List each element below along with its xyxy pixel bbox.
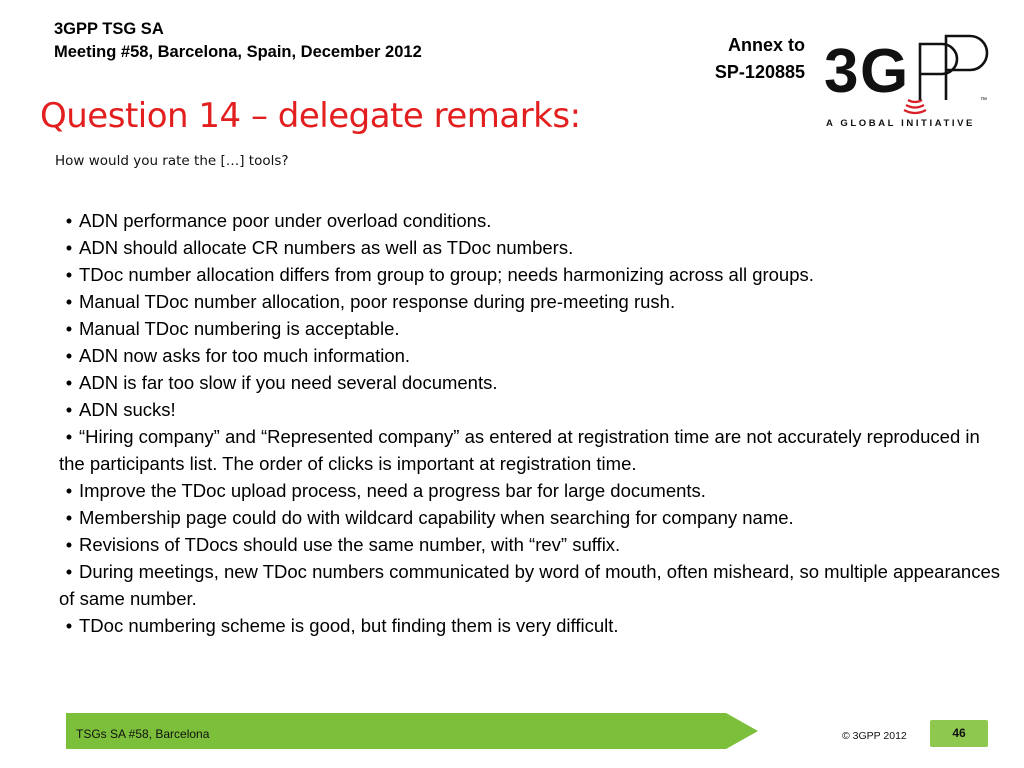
3gpp-logo-icon [822, 22, 1002, 132]
remarks-list [59, 207, 1007, 639]
list-item-text: TDoc numbering scheme is good, but finding them is very difficult. [79, 615, 619, 636]
meeting-group: 3GPP TSG SA [54, 20, 164, 38]
annex-reference [715, 32, 805, 86]
list-item-text: Membership page could do with wildcard capability when searching for company name. [79, 507, 794, 528]
list-item [59, 369, 1007, 396]
list-item [59, 342, 1007, 369]
trademark-mark: ™ [980, 97, 987, 104]
list-item [59, 288, 1007, 315]
svg-text:3: 3 [824, 37, 859, 106]
list-item [59, 612, 1007, 639]
slide-title: Question 14 – delegate remarks: [40, 96, 581, 136]
list-item-text: “Hiring company” and “Represented company” as entered at registration time are not accurately reproduced in the participants list. The order of clicks is important at registration time. [59, 426, 980, 474]
meeting-details: Meeting #58, Barcelona, Spain, December 2012 [54, 43, 422, 61]
copyright-notice: © 3GPP 2012 [842, 730, 907, 742]
list-item [59, 423, 1007, 477]
list-item-text: ADN performance poor under overload conditions. [79, 210, 492, 231]
page-number-badge: 46 [930, 720, 988, 747]
meeting-header [54, 18, 422, 64]
list-item [59, 396, 1007, 423]
footer-meeting-label: TSGs SA #58, Barcelona [76, 727, 210, 741]
list-item [59, 261, 1007, 288]
list-item-text: Manual TDoc number allocation, poor response during pre-meeting rush. [79, 291, 676, 312]
list-item [59, 477, 1007, 504]
document-number: SP-120885 [714, 62, 805, 82]
list-item-text: ADN is far too slow if you need several documents. [79, 372, 498, 393]
logo-tagline: A GLOBAL INITIATIVE [826, 118, 975, 129]
list-item-text: Improve the TDoc upload process, need a progress bar for large documents. [79, 480, 706, 501]
list-item-text: ADN now asks for too much information. [79, 345, 411, 366]
slide-subtitle: How would you rate the […] tools? [55, 153, 289, 169]
list-item [59, 315, 1007, 342]
annex-label: Annex to [727, 35, 805, 55]
list-item-text: During meetings, new TDoc numbers communicated by word of mouth, often misheard, so multiple appearances of same number. [59, 561, 1000, 609]
svg-text:G: G [860, 37, 909, 106]
list-item [59, 234, 1007, 261]
list-item [59, 531, 1007, 558]
list-item [59, 558, 1007, 612]
list-item-text: TDoc number allocation differs from group to group; needs harmonizing across all groups. [79, 264, 814, 285]
list-item-text: Manual TDoc numbering is acceptable. [79, 318, 400, 339]
list-item [59, 504, 1007, 531]
list-item-text: Revisions of TDocs should use the same number, with “rev” suffix. [79, 534, 621, 555]
list-item-text: ADN should allocate CR numbers as well as TDoc numbers. [79, 237, 574, 258]
list-item [59, 207, 1007, 234]
list-item-text: ADN sucks! [79, 399, 176, 420]
